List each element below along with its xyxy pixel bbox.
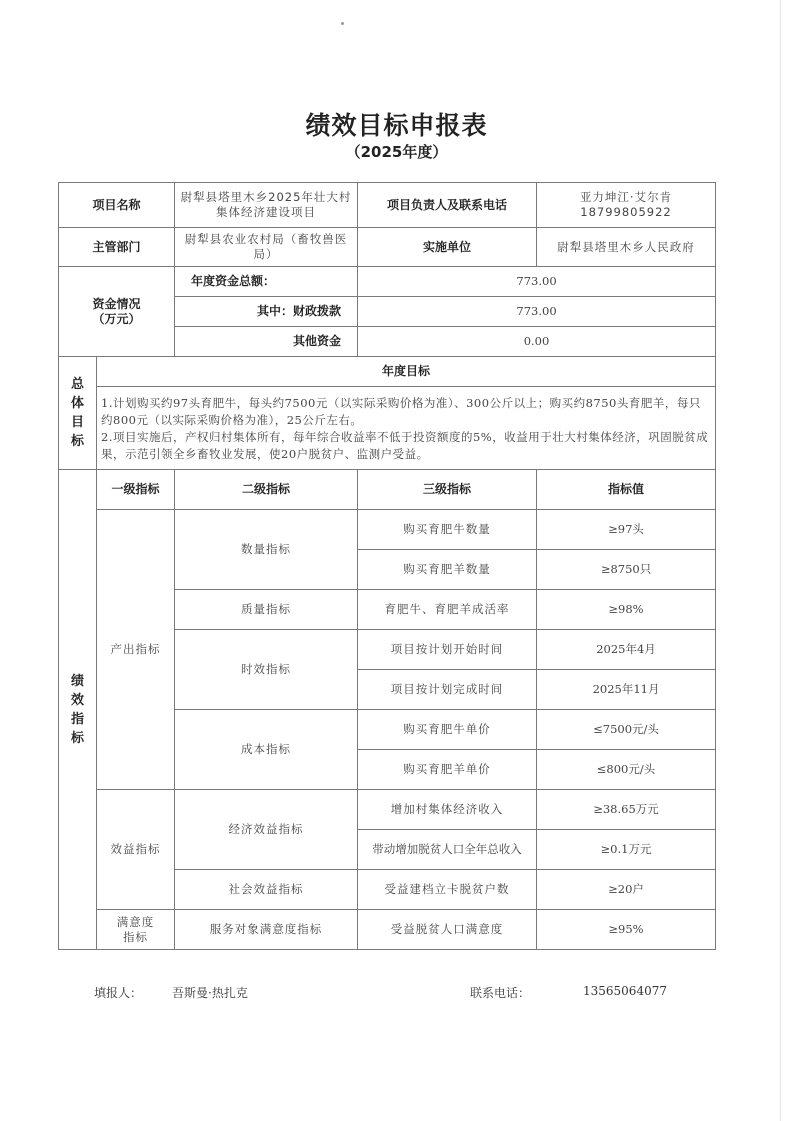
implementer-value: 尉犁县塔里木乡人民政府 (537, 228, 716, 267)
side-char: 绩 (70, 673, 84, 689)
level2-satisfaction: 服务对象满意度指标 (175, 910, 358, 950)
project-owner-cell (537, 183, 716, 228)
funding-total-label: 年度资金总额： (175, 267, 358, 297)
filler-name: 吾斯曼·热扎克 (172, 986, 248, 1000)
value-cell: ≤800元/头 (537, 750, 716, 790)
filler-label: 填报人： (94, 986, 143, 1000)
side-char: 体 (70, 396, 84, 411)
scan-mark (341, 22, 344, 25)
header-level1: 一级指标 (97, 470, 175, 510)
scan-edge-line (780, 0, 781, 1121)
funding-fiscal-value: 773.00 (358, 297, 716, 327)
side-char: 目 (70, 415, 84, 430)
value-cell: 2025年4月 (537, 630, 716, 670)
level2-social: 社会效益指标 (175, 870, 358, 910)
document-title: 绩效目标申报表 (305, 111, 488, 140)
value-cell: ≥20户 (537, 870, 716, 910)
level3-cell: 受益脱贫人口满意度 (358, 910, 537, 950)
funding-row (59, 267, 716, 297)
goal-item: 2.项目实施后，产权归村集体所有，每年综合收益率不低于投资额度的5%，收益用于壮大村集体经济，巩固脱贫成果，示范引领全乡畜牧业发展，使20户脱贫户、监测户受益。 (101, 430, 709, 461)
level2-economic: 经济效益指标 (175, 790, 358, 870)
goal-content-row (59, 387, 716, 470)
value-cell: ≤7500元/头 (537, 710, 716, 750)
level1-benefit: 效益指标 (97, 790, 175, 910)
level1-satisfaction (97, 910, 175, 950)
level3-cell: 购买育肥羊单价 (358, 750, 537, 790)
side-char: 指 (70, 711, 84, 727)
side-char: 效 (70, 692, 84, 708)
level3-cell: 带动增加脱贫人口全年总收入 (358, 830, 537, 870)
funding-label (59, 267, 175, 357)
funding-other-label: 其他资金 (175, 327, 358, 357)
phone-label: 联系电话： (470, 986, 531, 1000)
department-row (59, 228, 716, 267)
overall-goal-side-label (59, 357, 97, 470)
funding-fiscal-label: 其中：财政拨款 (175, 297, 358, 327)
indicator-row (59, 790, 716, 830)
level3-cell: 增加村集体经济收入 (358, 790, 537, 830)
department-label: 主管部门 (59, 228, 175, 267)
value-cell: ≥0.1万元 (537, 830, 716, 870)
level3-cell: 受益建档立卡脱贫户数 (358, 870, 537, 910)
performance-goal-table (58, 182, 716, 950)
value-cell: 2025年11月 (537, 670, 716, 710)
side-char: 标 (70, 434, 84, 449)
level3-cell: 项目按计划完成时间 (358, 670, 537, 710)
level1-satisfaction-line2: 指标 (123, 929, 148, 944)
level3-cell: 项目按计划开始时间 (358, 630, 537, 670)
funding-total-value: 773.00 (358, 267, 716, 297)
header-level2: 二级指标 (175, 470, 358, 510)
side-char: 标 (70, 730, 84, 746)
side-char: 总 (70, 377, 84, 392)
value-cell: ≥95% (537, 910, 716, 950)
funding-other-value: 0.00 (358, 327, 716, 357)
goal-item: 1.计划购买约97头育肥牛，每头约7500元（以实际采购价格为准）、300公斤以上；购买约8750头育肥羊，每只约800元（以实际采购价格为准），25公斤左右。 (101, 396, 701, 427)
funding-label-line2: （万元） (92, 311, 141, 326)
value-cell: ≥38.65万元 (537, 790, 716, 830)
annual-goal-content (97, 387, 716, 470)
value-cell: ≥98% (537, 590, 716, 630)
annual-goal-header: 年度目标 (97, 357, 716, 387)
level3-cell: 育肥牛、育肥羊成活率 (358, 590, 537, 630)
project-name-row (59, 183, 716, 228)
project-name-label: 项目名称 (59, 183, 175, 228)
indicator-row (59, 510, 716, 550)
level3-cell: 购买育肥牛单价 (358, 710, 537, 750)
indicator-row (59, 910, 716, 950)
level3-cell: 购买育肥牛数量 (358, 510, 537, 550)
document-subtitle: （2025年度） (345, 143, 448, 161)
level2-quality: 质量指标 (175, 590, 358, 630)
phone-value: 13565064077 (583, 984, 667, 998)
project-owner-name: 亚力坤江·艾尔肯 (579, 190, 673, 204)
header-value: 指标值 (537, 470, 716, 510)
indicator-header-row (59, 470, 716, 510)
level2-quantity: 数量指标 (175, 510, 358, 590)
level1-output: 产出指标 (97, 510, 175, 790)
project-owner-phone: 18799805922 (580, 205, 672, 219)
project-owner-label: 项目负责人及联系电话 (358, 183, 537, 228)
funding-label-line1: 资金情况 (92, 296, 141, 311)
value-cell: ≥97头 (537, 510, 716, 550)
indicators-side-label (59, 470, 97, 950)
level2-timeliness: 时效指标 (175, 630, 358, 710)
project-name-value: 尉犁县塔里木乡2025年壮大村集体经济建设项目 (175, 183, 358, 228)
level1-satisfaction-line1: 满意度 (116, 914, 155, 929)
header-level3: 三级指标 (358, 470, 537, 510)
value-cell: ≥8750只 (537, 550, 716, 590)
level3-cell: 购买育肥羊数量 (358, 550, 537, 590)
department-value: 尉犁县农业农村局（畜牧兽医局） (175, 228, 358, 267)
level2-cost: 成本指标 (175, 710, 358, 790)
implementer-label: 实施单位 (358, 228, 537, 267)
goal-header-row (59, 357, 716, 387)
